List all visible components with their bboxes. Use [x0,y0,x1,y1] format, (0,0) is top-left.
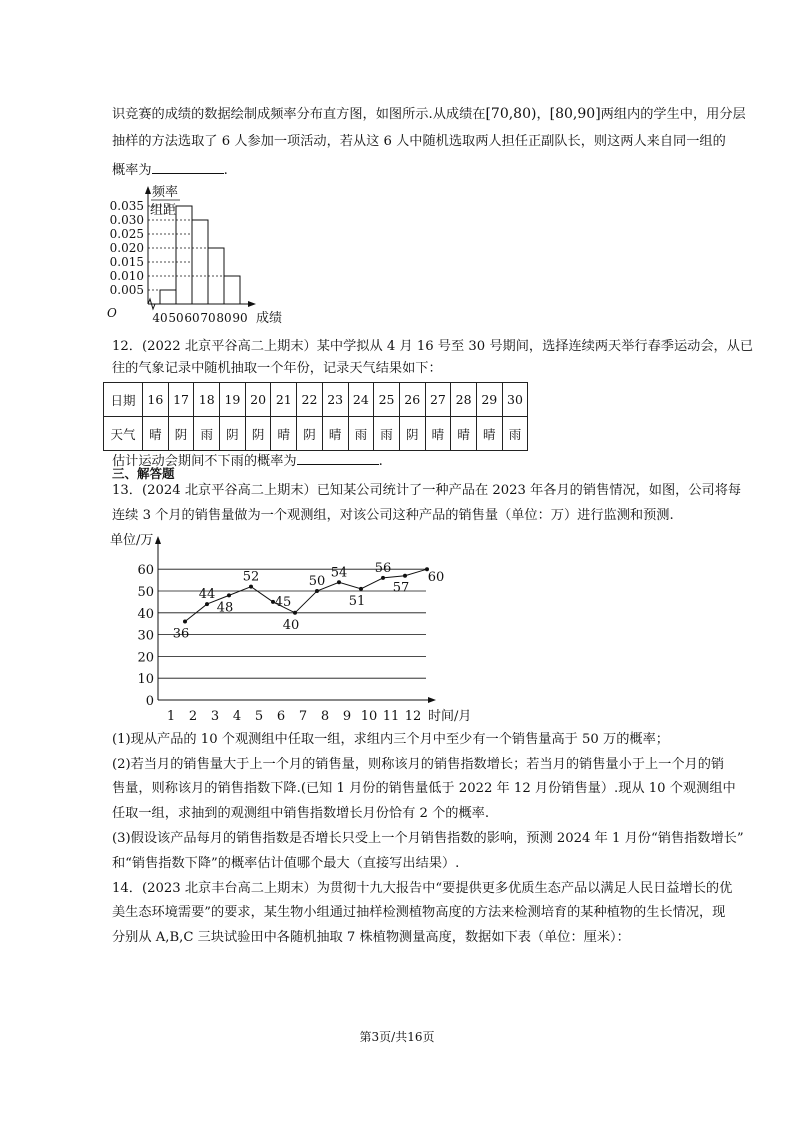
q12-after-pre: 估计运动会期间不下雨的概率为 [112,454,297,469]
table-cell-date: 25 [374,383,400,417]
table-cell-weather: 晴 [322,417,348,451]
q11-line1-post: 两组内的学生中，用分层 [600,107,746,122]
sales-point [359,587,363,591]
sales-x-tick-label: 8 [320,709,330,724]
table-cell-date: 26 [399,383,425,417]
table-cell-date: 17 [168,383,194,417]
table-cell-date: 20 [245,383,271,417]
sales-point [337,580,341,584]
histogram-bar [224,276,240,304]
table-cell-date: 27 [425,383,451,417]
answer-blank-q12 [297,450,379,465]
table-cell-weather: 雨 [348,417,374,451]
histogram-y-tick-label: 0.010 [109,269,144,283]
histogram-x-tick-label: 80 [216,311,232,325]
table-cell-weather: 阴 [168,417,194,451]
histogram-x-arrow [248,301,256,307]
comma: ， [536,107,550,122]
sales-y-tick-label: 0 [145,694,154,709]
q14-line-2: 美生态环境需要”的要求，某生物小组通过抽样检测植物高度的方法来检测培育的某种植物的生长情况，现 [112,905,726,920]
sales-x-arrow [428,697,436,703]
histogram-x-tick-labels [152,311,247,325]
sales-value-labels [173,561,445,642]
sales-value-label: 36 [172,626,190,642]
histogram-bars [160,206,240,304]
q12-line-1: 12．(2022 北京平谷高二上期末）某中学拟从 4 月 16 号至 30 号期间，选择连续两天举行春季运动会，从已 [112,339,754,354]
histogram-bar [160,290,176,304]
q14-line-3: 分别从 A,B,C 三块试验田中各随机抽取 7 株植物测量高度，数据如下表（单位：厘米）： [112,930,630,945]
weather-table [103,382,528,451]
q13-line-1: 13．(2024 北京平谷高二上期末）已知某公司统计了一种产品在 2023 年各月的销售情况，如图，公司将每 [112,483,742,498]
table-cell-date: 30 [502,383,528,417]
table-cell-weather: 雨 [374,417,400,451]
row-label-date: 日期 [104,383,143,417]
table-cell-weather: 晴 [476,417,502,451]
table-cell-date: 16 [143,383,169,417]
sales-x-tick-label: 9 [342,709,352,724]
sales-value-label: 57 [392,580,410,596]
table-cell-weather: 阴 [399,417,425,451]
q13-part-2-line-1: (2)若当月的销售量大于上一个月的销售量，则称该月的销售指数增长；若当月的销售量小于上一个月的销 [112,757,725,772]
answer-blank-q11 [152,159,224,174]
table-cell-weather: 晴 [451,417,477,451]
q13-part-2-line-2: 售量，则称该月的销售指数下降.(已知 1 月份的销售量低于 2022 年 12 月份销售量）.现从 10 个观测组中 [112,781,736,796]
sales-x-tick-label: 12 [404,709,422,724]
q11-line-2: 抽样的方法选取了 6 人参加一项活动，若从这 6 人中随机选取两人担任正副队长，则这两人来自同一组的 [112,134,726,149]
q11-line-3 [112,159,228,180]
sales-x-tick-labels [167,709,421,724]
sales-point [403,574,407,578]
frequency-histogram [100,180,300,328]
table-cell-date: 29 [476,383,502,417]
histogram-bar [176,206,192,304]
sales-point [381,576,385,580]
sales-y-tick-label: 40 [137,606,154,622]
sales-x-tick-label: 7 [298,709,308,724]
sales-ylabel: 单位/万 [110,533,154,548]
sales-y-arrow [155,536,161,544]
sales-x-tick-label: 5 [254,709,264,724]
table-cell-date: 24 [348,383,374,417]
table-cell-weather: 晴 [425,417,451,451]
q12-line-2: 往的气象记录中随机抽取一个年份，记录天气结果如下： [112,361,442,376]
histogram-y-arrow [145,186,151,194]
histogram-y-tick-labels [110,199,144,297]
sales-value-label: 44 [198,587,216,603]
table-cell-weather: 阴 [245,417,271,451]
sales-y-tick-label: 60 [137,563,154,579]
q13-part-2-line-3: 任取一组，求抽到的观测组中销售指数增长月份恰有 2 个的概率. [112,806,490,821]
q13-part-3-line-1: (3)假设该产品每月的销售指数是否增长只受上一个月销售指数的影响，预测 2024 年 1 月份“销售指数增长” [112,831,744,846]
sales-x-tick-label: 4 [232,709,242,724]
histogram-y-tick-label: 0.025 [109,227,144,241]
sales-y-tick-label: 10 [137,672,154,688]
sales-point [293,611,297,615]
histogram-x-tick-label: 70 [200,311,216,325]
page-footer: 第3页/共16页 [359,1030,435,1044]
sales-value-label: 52 [242,569,260,585]
sales-value-label: 54 [330,565,348,581]
sales-value-label: 50 [308,574,326,589]
table-cell-weather: 雨 [502,417,528,451]
table-cell-weather: 晴 [271,417,297,451]
section-heading: 三、解答题 [112,466,175,481]
table-cell-weather: 雨 [194,417,220,451]
q13-part-1: (1)现从产品的 10 个观测组中任取一组，求组内三个月中至少有一个销售量高于 50 万的概率； [112,732,669,747]
table-cell-date: 28 [451,383,477,417]
sales-value-label: 51 [348,593,366,609]
table-cell-date: 21 [271,383,297,417]
q11-line3-post: . [223,163,228,178]
histogram-y-tick-label: 0.005 [109,283,144,297]
table-cell-weather: 阴 [297,417,323,451]
histogram-bar [192,220,208,304]
histogram-y-tick-label: 0.015 [109,255,144,269]
sales-value-label: 60 [427,570,445,586]
sales-point [227,593,231,597]
table-cell-date: 18 [194,383,220,417]
histogram-y-tick-label: 0.030 [109,213,144,227]
sales-x-tick-label: 2 [188,709,198,724]
q14-line-1: 14．(2023 北京丰台高二上期末）为贯彻十九大报告中“要提供更多优质生态产品以满足人民日益增长的优 [112,881,733,896]
table-cell-date: 22 [297,383,323,417]
histogram-y-tick-label: 0.035 [109,199,144,213]
histogram-origin: O [107,306,117,320]
table-row-weather [104,417,528,451]
histogram-xlabel: 成绩 [256,311,283,326]
sales-value-label: 40 [282,617,300,633]
sales-y-tick-label: 20 [137,650,154,666]
sales-x-tick-label: 6 [276,709,286,724]
q11-line3-pre: 概率为 [112,163,152,178]
histogram-ylabel-bottom: 组距 [150,203,177,218]
sales-x-tick-label: 3 [210,709,220,724]
sales-point [315,589,319,593]
histogram-ylabel-top: 频率 [152,185,179,200]
sales-x-tick-label: 10 [360,709,378,724]
histogram-x-tick-label: 60 [184,311,200,325]
q13-part-3-line-2: 和“销售指数下降”的概率估计值哪个最大（直接写出结果）. [112,856,460,871]
sales-xlabel: 时间/月 [428,709,472,724]
table-cell-weather: 晴 [143,417,169,451]
q13-line-2: 连续 3 个月的销售量做为一个观测组，对该公司这种产品的销售量（单位：万）进行监测和预测. [112,508,674,523]
sales-y-tick-label: 30 [137,628,154,644]
sales-x-tick-label: 11 [382,709,400,724]
table-cell-date: 23 [322,383,348,417]
q11-line1-pre: 识竞赛的成绩的数据绘制成频率分布直方图，如图所示.从成绩在 [112,107,486,122]
table-cell-date: 19 [220,383,246,417]
histogram-x-tick-label: 50 [168,311,184,325]
sales-point [183,620,187,624]
histogram-y-tick-label: 0.020 [109,241,144,255]
interval-80-90: [80,90] [549,106,601,122]
table-cell-weather: 阴 [220,417,246,451]
sales-value-label: 45 [274,594,292,610]
sales-point [249,585,253,589]
sales-x-tick-label: 1 [166,709,176,724]
row-label-weather: 天气 [104,417,143,451]
sales-y-tick-labels [137,563,154,709]
sales-value-label: 56 [374,560,392,576]
sales-line-chart [108,530,488,730]
sales-value-label: 48 [216,600,234,616]
histogram-x-tick-label: 90 [232,311,248,325]
q11-line-1 [112,105,746,124]
interval-70-80: [70,80) [485,106,537,122]
table-row-dates [104,383,528,417]
sales-point [205,602,209,606]
histogram-x-tick-label: 40 [152,311,168,325]
q12-after-post: . [378,454,383,469]
sales-y-tick-label: 50 [137,585,154,600]
